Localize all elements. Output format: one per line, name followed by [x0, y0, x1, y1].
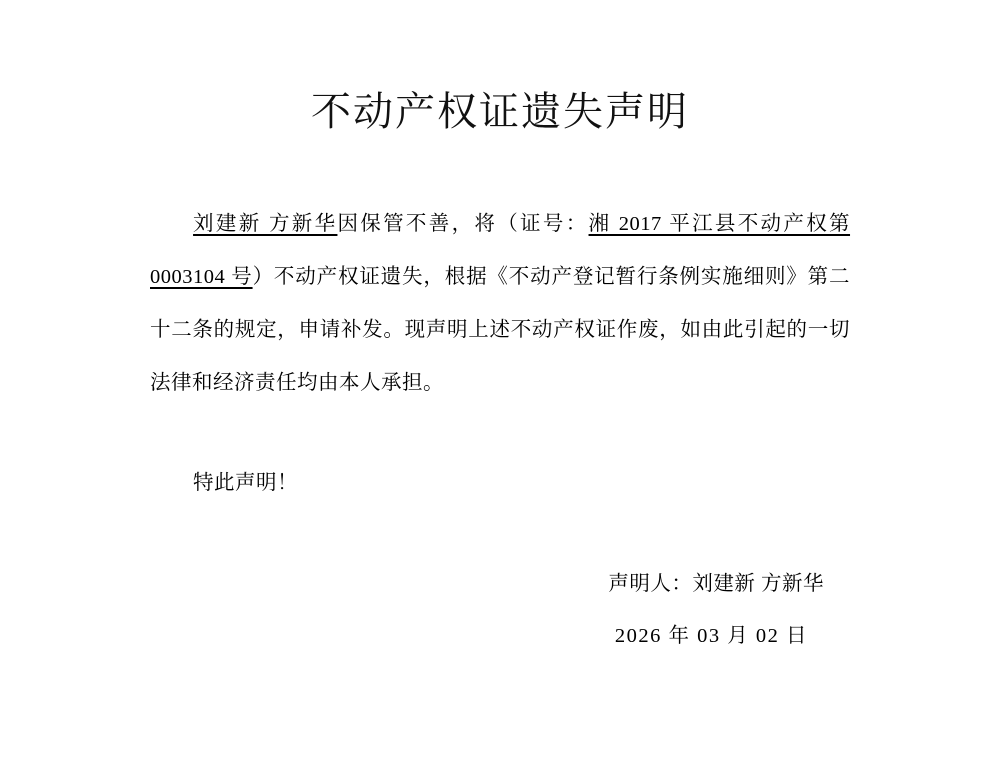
signature-line: [150, 558, 850, 610]
signature-date: 2026 年 03 月 02 日: [614, 625, 808, 647]
statement-paragraph: [150, 198, 850, 410]
document-body: [150, 136, 850, 510]
signature-label: 声明人：: [608, 573, 693, 595]
declarant-names-underlined: 刘建新 方新华: [193, 213, 338, 235]
certificate-number-underlined: 湘 2017 平江县不动产权第 0003104 号: [150, 213, 851, 288]
signature-names: 刘建新 方新华: [692, 573, 824, 595]
signature-block: [150, 510, 850, 662]
statement-text-part-2: ）不动产权证遗失，根据《不动产登记暂行条例实施细则》第二十二条的规定，申请补发。现声明上述不动产权证作废，如由此引起的一切法律和经济责任均由本人承担。: [150, 266, 851, 394]
statement-text-part-1: 因保管不善，将（证号：: [337, 213, 589, 235]
page-title: 不动产权证遗失声明: [311, 89, 689, 134]
closing-line: 特此声明！: [193, 472, 299, 494]
